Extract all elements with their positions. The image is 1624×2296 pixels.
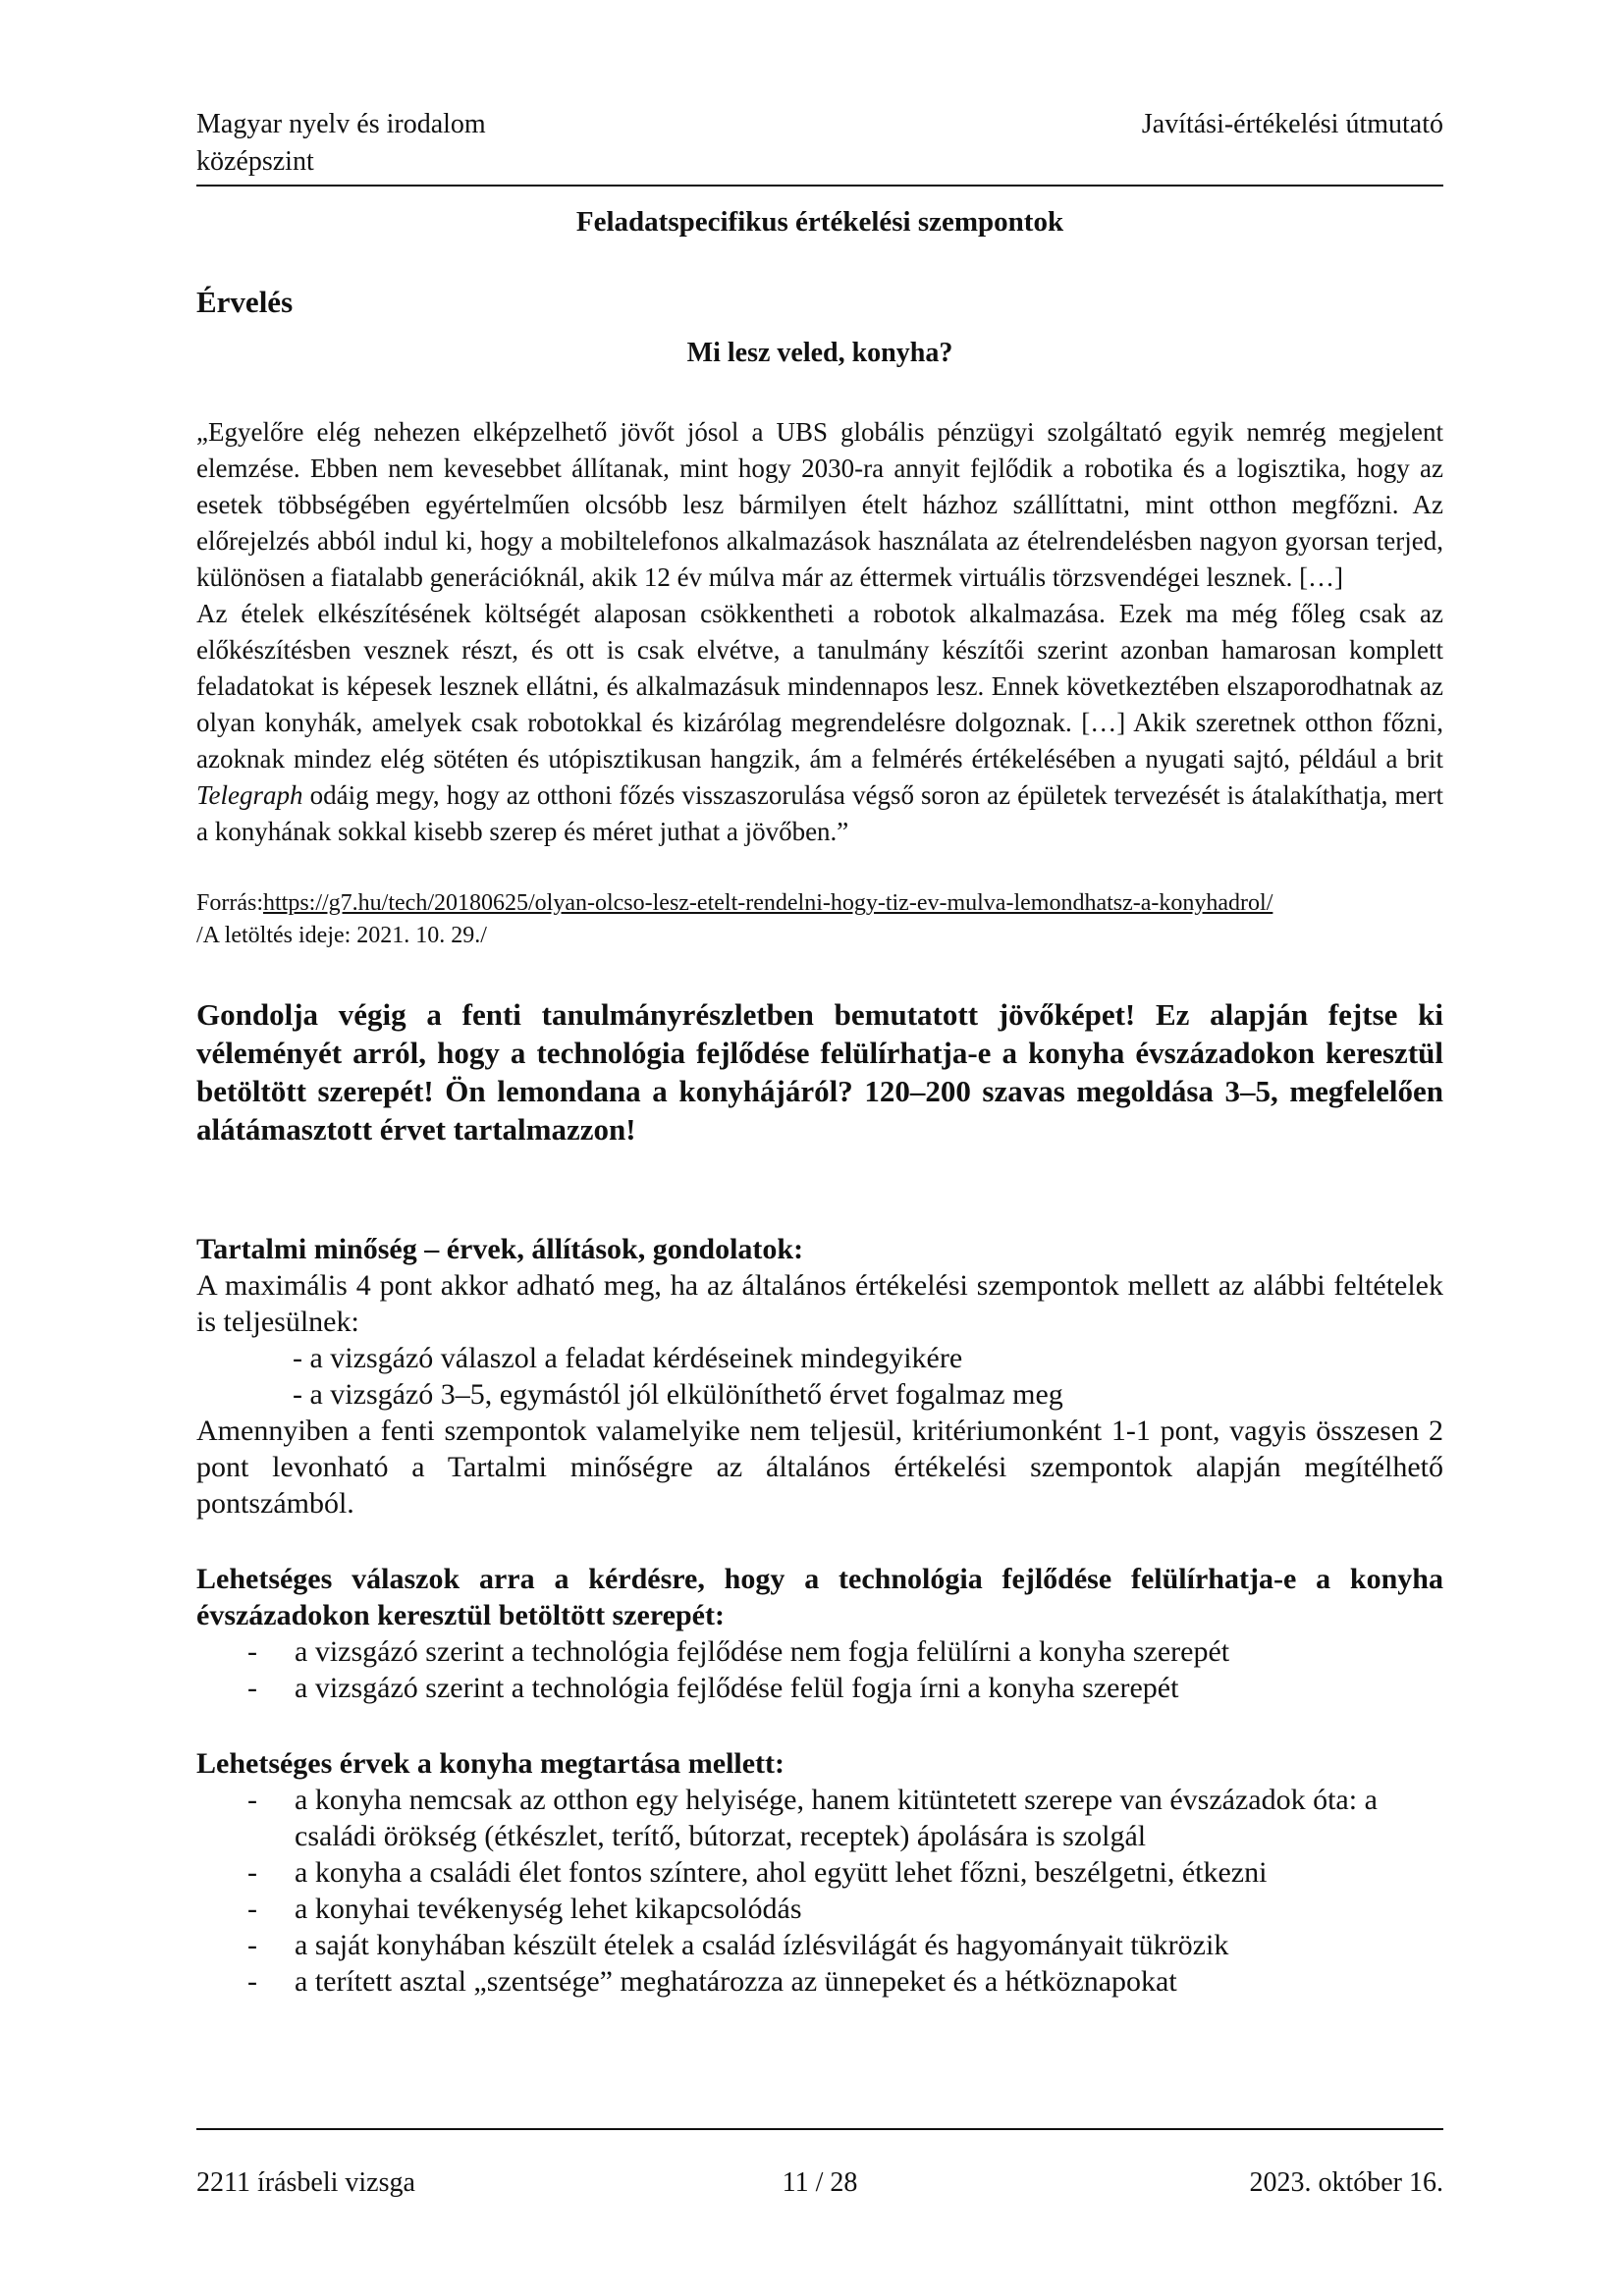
answers-list [196, 1633, 1443, 1706]
quoted-text [196, 414, 1443, 850]
dash-bullet: - [247, 1965, 257, 1998]
dash-bullet: - [247, 1635, 257, 1668]
download-date: /A letöltés ideje: 2021. 10. 29./ [196, 923, 487, 948]
list-item-text: a konyha nemcsak az otthon egy helyisége, hanem kitüntetett szerepe van évszázadok óta: a családi örökség (étkészlet, terítő, bútorzat, receptek) ápolására is szolgál [295, 1784, 1378, 1852]
list-item: - a vizsgázó 3–5, egymástól jól elkülöníthető érvet fogalmaz meg [293, 1378, 1063, 1411]
criteria-list [196, 1340, 1443, 1413]
list-item [196, 1633, 1443, 1670]
list-item [196, 1670, 1443, 1706]
list-item-text: a konyhai tevékenység lehet kikapcsolódás [295, 1893, 802, 1925]
list-item-text: a saját konyhában készült ételek a család ízlésvilágát és hagyományait tükrözik [295, 1929, 1229, 1961]
header-left [196, 106, 486, 181]
list-item [196, 1927, 1443, 1963]
list-item [196, 1854, 1443, 1891]
list-item [196, 1963, 1443, 2000]
arguments-heading: Lehetséges érvek a konyha megtartása mellett: [196, 1747, 785, 1780]
list-item-text: a vizsgázó szerint a technológia fejlődése nem fogja felülírni a konyha szerepét [295, 1635, 1230, 1668]
doc-type-label: Javítási-értékelési útmutató [1141, 109, 1443, 139]
criteria-heading: Tartalmi minőség – érvek, állítások, gondolatok: [196, 1233, 804, 1265]
subject-label: Magyar nyelv és irodalom [196, 109, 486, 139]
page-footer [196, 2167, 1443, 2207]
criteria-note: Amennyiben a fenti szempontok valamelyike nem teljesül, kritériumonként 1-1 pont, vagyis összesen 2 pont levonható a Tartalmi minőségre az általános értékelési szempontok alapján megítélhető pontszámból. [196, 1415, 1443, 1520]
list-item [196, 1891, 1443, 1927]
quote-p2-text: Az ételek elkészítésének költségét alaposan csökkentheti a robotok alkalmazása. Ezek ma még főleg csak az előkészítésben vesznek részt, és ott is csak elvétve, a tanulmány készítői szerint azonban hamarosan komplett feladatokat is képesek lesznek ellátni, és alkalmazásuk mindennapos lesz. Ennek következtében elszaporodhatnak az olyan konyhák, amelyek csak robotokkal és kizárólag megrendelésre dolgoznak. […] Akik szeretnek otthon főzni, azoknak mindez elég sötéten és utópisztikusan hangzik, ám a felmérés értékelésében a nyugati sajtó, például a brit [196, 599, 1443, 774]
text-title: Mi lesz veled, konyha? [686, 338, 953, 368]
dash-bullet: - [247, 1784, 257, 1816]
section-heading: Érvelés [196, 285, 294, 319]
list-item [196, 1782, 1443, 1854]
newspaper-name: Telegraph [196, 780, 303, 810]
list-item-text: a vizsgázó szerint a technológia fejlődése felül fogja írni a konyha szerepét [295, 1672, 1179, 1704]
list-item-text: a konyha a családi élet fontos színtere, ahol együtt lehet főzni, beszélgetni, étkezni [295, 1856, 1268, 1889]
dash-bullet: - [247, 1893, 257, 1925]
exam-date: 2023. október 16. [1249, 2167, 1443, 2198]
task-prompt: Gondolja végig a fenti tanulmányrészletben bemutatott jövőképet! Ez alapján fejtse ki véleményét arról, hogy a technológia fejlődése felülírhatja-e a konyha évszázadokon keresztül betöltött szerepét! Ön lemondana a konyhájáról? 120–200 szavas megoldása 3–5, megfelelően alátámasztott érvet tartalmazzon! [196, 997, 1443, 1147]
exam-code: 2211 írásbeli vizsga [196, 2167, 415, 2198]
header-divider [196, 185, 1443, 187]
source-link[interactable]: https://g7.hu/tech/20180625/olyan-olcso-lesz-etelt-rendelni-hogy-tiz-ev-mulva-lemondhatsz-a-konyhadrol/ [263, 890, 1273, 916]
dash-bullet: - [247, 1929, 257, 1961]
list-item-text: a terített asztal „szentsége” meghatározza az ünnepeket és a hétköznapokat [295, 1965, 1177, 1998]
level-label: középszint [196, 146, 314, 177]
quote-paragraph-1: „Egyelőre elég nehezen elképzelhető jövőt jósol a UBS globális pénzügyi szolgáltató egyik nemrég megjelent elemzése. Ebben nem kevesebbet állítanak, mint hogy 2030-ra annyit fejlődik a robotika és a logisztika, hogy az esetek többségében egyértelműen olcsóbb lesz bármilyen ételt házhoz szállíttatni, mint otthon megfőzni. Az előrejelzés abból indul ki, hogy a mobiltelefonos alkalmazások használata az ételrendelésben nagyon gyorsan terjed, különösen a fiatalabb generációknál, akik 12 év múlva már az éttermek virtuális törzsvendégei lesznek. […] [196, 417, 1443, 592]
answers-heading: Lehetséges válaszok arra a kérdésre, hogy a technológia fejlődése felülírhatja-e a konyha évszázadokon keresztül betöltött szerepét: [196, 1563, 1443, 1631]
quote-paragraph-2 [196, 596, 1443, 850]
dash-bullet: - [247, 1672, 257, 1704]
footer-divider [196, 2128, 1443, 2130]
page-title: Feladatspecifikus értékelési szempontok [575, 206, 1064, 238]
quote-p2-end: odáig megy, hogy az otthoni főzés visszaszorulása végső soron az épületek tervezését is átalakíthatja, mert a konyhának sokkal kisebb szerep és méret juthat a jövőben.” [196, 780, 1443, 846]
source-line [196, 887, 1443, 920]
dash-bullet: - [247, 1856, 257, 1889]
page-header [196, 106, 1443, 185]
page-number: 11 / 28 [782, 2167, 858, 2198]
criteria-intro: A maximális 4 pont akkor adható meg, ha az általános értékelési szempontok mellett az alábbi feltételek is teljesülnek: [196, 1269, 1443, 1338]
source-label: Forrás: [196, 890, 263, 916]
arguments-list [196, 1782, 1443, 2000]
list-item: - a vizsgázó válaszol a feladat kérdéseinek mindegyikére [293, 1342, 963, 1374]
document-page [196, 106, 1443, 2000]
source-block [196, 887, 1443, 952]
